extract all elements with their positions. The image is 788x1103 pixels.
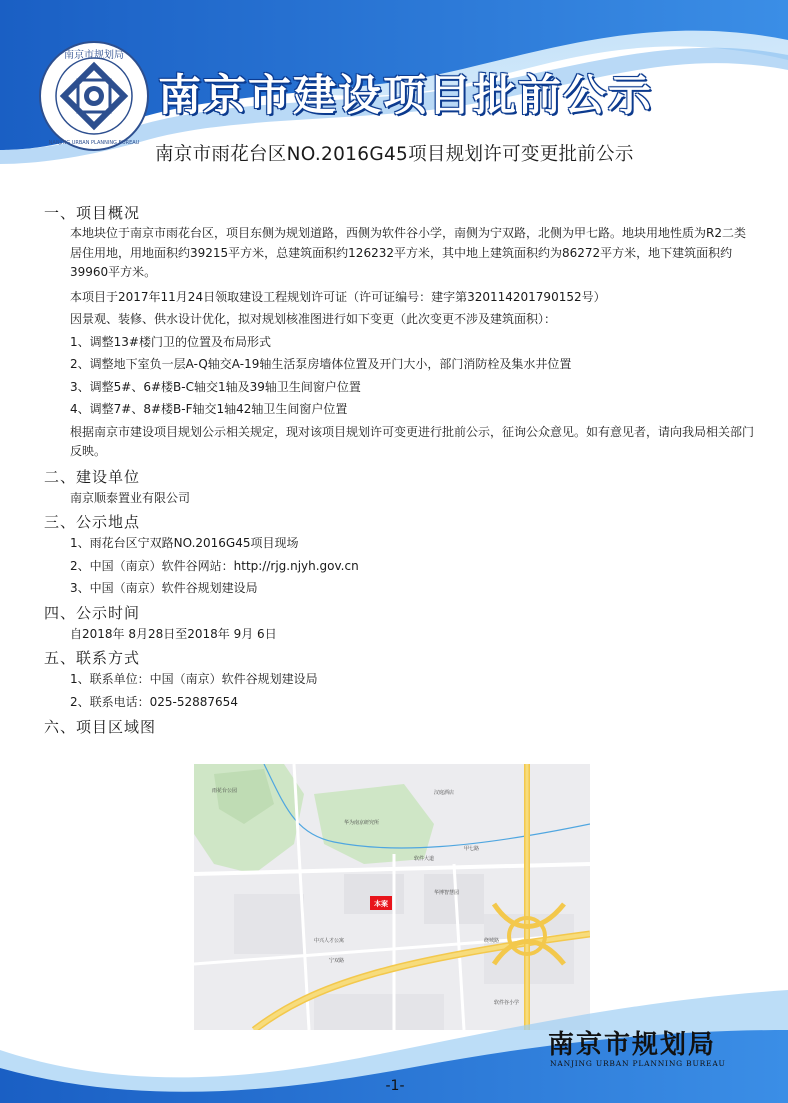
page-number: -1- <box>385 1078 405 1094</box>
section-heading-overview: 一、项目概况 <box>44 204 141 222</box>
sub-title: 南京市雨花台区NO.2016G45项目规划许可变更批前公示 <box>155 144 634 165</box>
map-label-place: 雨花台公园 <box>212 788 238 794</box>
map-label-road: 软件大道 <box>414 856 435 862</box>
builder-name: 南京顺泰置业有限公司 <box>70 490 191 505</box>
location-item: 2、中国（南京）软件谷网站：http://rjg.njyh.gov.cn <box>70 558 359 573</box>
change-item: 2、调整地下室负一层A-Q轴交A-19轴生活泵房墙体位置及开门大小，部门消防栓及集水井位置 <box>70 357 572 371</box>
map-label-road: 绕城路 <box>484 938 500 944</box>
map-label-place: 软件谷小学 <box>494 1000 520 1006</box>
map-label-place: 华博智慧园 <box>434 890 460 896</box>
change-item: 3、调整5#、6#楼B-C轴交1轴及39轴卫生间窗户位置 <box>70 379 361 394</box>
section-heading-time: 四、公示时间 <box>44 603 141 622</box>
change-item: 4、调整7#、8#楼B-F轴交1轴42轴卫生间窗户位置 <box>70 402 348 416</box>
footer-logo-cn: 南京市规划局 <box>548 1030 717 1060</box>
change-item: 1、调整13#楼门卫的位置及布局形式 <box>70 334 271 349</box>
contact-item: 2、联系电话：025-52887654 <box>70 694 238 709</box>
logo-text-cn: 南京市规划局 <box>64 50 124 61</box>
section-heading-contact: 五、联系方式 <box>44 649 141 667</box>
planning-bureau-logo <box>38 40 150 152</box>
main-title: 南京市建设项目批前公示 <box>158 71 653 121</box>
logo-text-en: NANJING URBAN PLANNING BUREAU <box>48 140 140 146</box>
notice-content <box>44 200 754 738</box>
notice-period: 自2018年 8月28日至2018年 9月 6日 <box>70 626 277 641</box>
location-item: 1、雨花台区宁双路NO.2016G45项目现场 <box>70 536 299 550</box>
map-label-road: 甲七路 <box>464 846 480 852</box>
section-heading-builder: 二、建设单位 <box>44 467 141 486</box>
overview-paragraph-2: 本项目于2017年11月24日领取建设工程规划许可证（许可证编号：建字第320114201790152号） <box>70 289 606 304</box>
section-heading-map: 六、项目区域图 <box>44 718 157 736</box>
map-label-place: 中兴人才公寓 <box>314 938 345 944</box>
footer-logo-en: NANJING URBAN PLANNING BUREAU <box>550 1059 726 1068</box>
map-label-place: 华为南京研究所 <box>344 820 380 826</box>
location-item: 3、中国（南京）软件谷规划建设局 <box>70 581 258 595</box>
overview-paragraph-3: 因景观、装修、供水设计优化，拟对规划核准图进行如下变更（此次变更不涉及建筑面积）： <box>70 312 557 326</box>
contact-item: 1、联系单位：中国（南京）软件谷规划建设局 <box>70 672 318 686</box>
section-heading-location: 三、公示地点 <box>44 513 141 531</box>
map-label-place: 汉庭酒店 <box>434 790 455 796</box>
map-label-road: 宁双路 <box>329 958 345 964</box>
project-marker-label: 本案 <box>374 900 388 908</box>
overview-paragraph-1: 本地块位于南京市雨花台区，项目东侧为规划道路，西侧为软件谷小学，南侧为宁双路，北侧为甲七路。地块用地性质为R2二类居住用地，用地面积约39215平方米，总建筑面积约126232平方米，其中地上建筑面积约为86272平方米，地下建筑面积约39960平方米。 <box>70 226 746 279</box>
overview-paragraph-4: 根据南京市建设项目规划公示相关规定，现对该项目规划许可变更进行批前公示，征询公众意见。如有意见者，请向我局相关部门反映。 <box>70 424 755 458</box>
